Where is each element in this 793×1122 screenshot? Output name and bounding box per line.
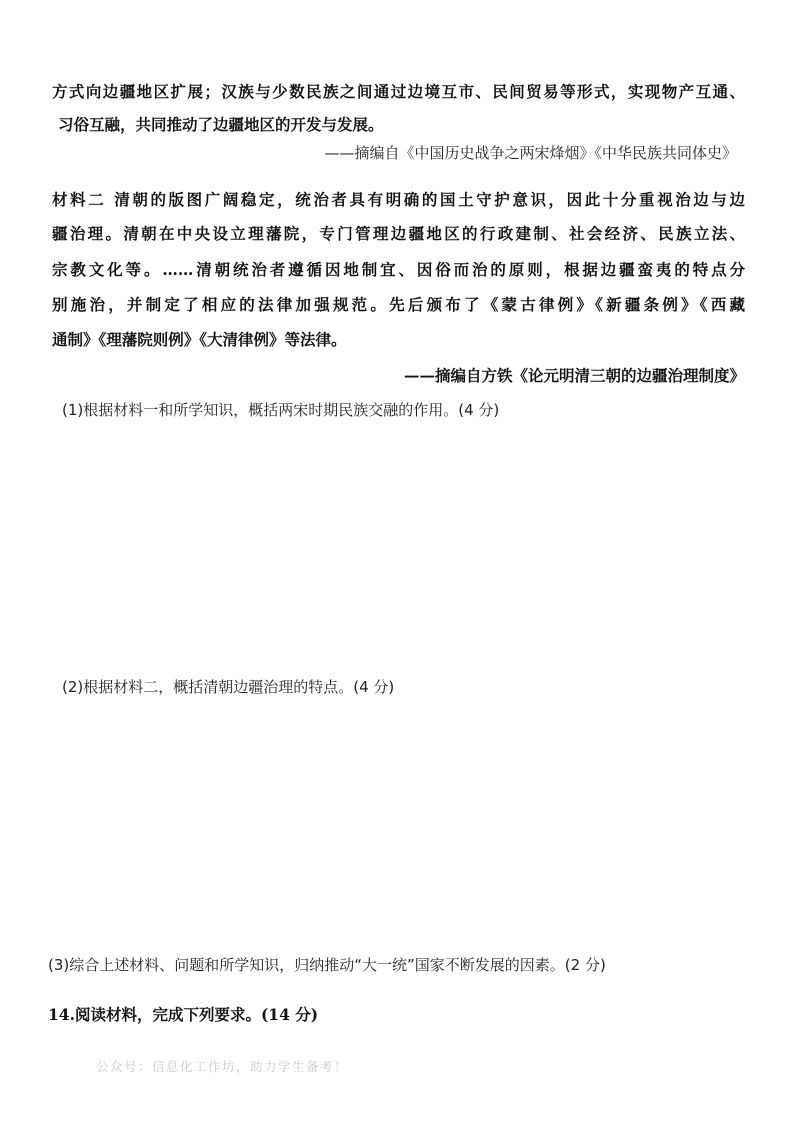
watermark-text: 公众号：信息化工作坊，助力学生备考！ [96, 1059, 349, 1074]
material2-line2: 疆治理。清朝在中央设立理藩院，专门管理边疆地区的行政建制、社会经济、民族立法、 [52, 224, 745, 243]
material2-line3: 宗教文化等。……清朝统治者遵循因地制宜、因俗而治的原则，根据边疆蛮夷的特点分 [52, 260, 745, 279]
material1-source: ——摘编自《中国历史战争之两宋烽烟》《中华民族共同体史》 [324, 144, 737, 162]
material2-line5: 通制》《理藩院则例》《大清律例》等法律。 [52, 330, 347, 349]
material1-line1: 方式向边疆地区扩展；汉族与少数民族之间通过边境互市、民间贸易等形式，实现物产互通、 [52, 82, 745, 101]
material2-line4: 别施治，并制定了相应的法律加强规范。先后颁布了《蒙古律例》《新疆条例》《西藏 [52, 295, 745, 314]
question-1: (1)根据材料一和所学知识，概括两宋时期民族交融的作用。(4 分) [62, 401, 500, 419]
material2-source: ——摘编自方铁《论元明清三朝的边疆治理制度》 [403, 366, 745, 385]
material2-line1: 材料二 清朝的版图广阔稳定，统治者具有明确的国土守护意识，因此十分重视治边与边 [52, 190, 745, 209]
question-3: (3)综合上述材料、问题和所学知识，归纳推动“大一统”国家不断发展的因素。(2 分) [48, 956, 606, 974]
question-2: (2)根据材料二，概括清朝边疆治理的特点。(4 分) [62, 678, 395, 696]
question-14-heading: 14.阅读材料，完成下列要求。(14 分) [48, 1005, 319, 1024]
material1-line2: 习俗互融，共同推动了边疆地区的开发与发展。 [58, 115, 384, 134]
